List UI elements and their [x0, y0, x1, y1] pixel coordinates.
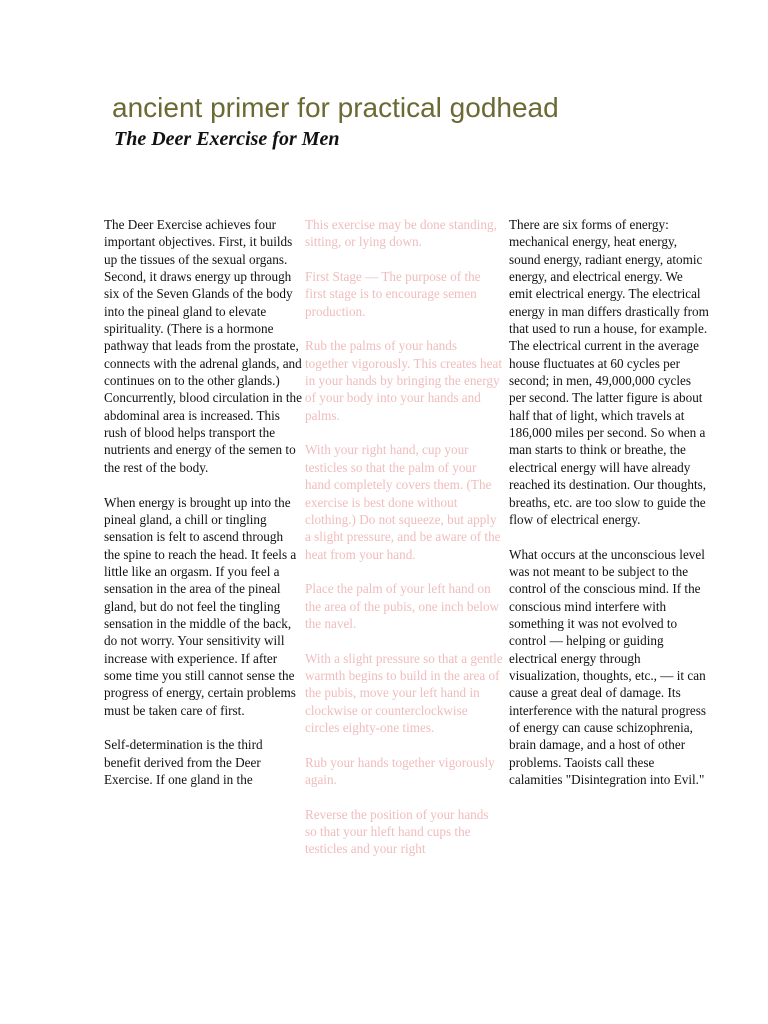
instruction-paragraph: With a slight pressure so that a gentle warmth begins to build in the area of the pubis, move your left hand in clockwise or counterclockwise circles eighty-one times.	[305, 650, 503, 735]
paragraph: Self-determination is the third benefit derived from the Deer Exercise. If one gland in the	[104, 737, 263, 787]
instruction-paragraph: First Stage — The purpose of the first stage is to encourage semen production.	[305, 269, 481, 319]
page-title: ancient primer for practical godhead	[112, 92, 559, 123]
instruction-paragraph: With your right hand, cup your testicles so that the palm of your hand completely covers them. (The exercise is best done without clothing.) Do not squeeze, but apply a slight pressure, and be aware of the heat from your hand.	[305, 442, 501, 562]
right-column	[509, 216, 709, 806]
instruction-paragraph: Rub the palms of your hands together vigorously. This creates heat in your hands by bringing the energy of your body into your hands and palms.	[305, 338, 503, 423]
instruction-paragraph: Rub your hands together vigorously again.	[305, 754, 495, 787]
instruction-paragraph: Reverse the position of your hands so that your hleft hand cups the testicles and your right	[305, 806, 489, 857]
article-subtitle: The Deer Exercise for Men	[114, 128, 340, 150]
instruction-paragraph: This exercise may be done standing, sitting, or lying down.	[305, 217, 497, 250]
paragraph: There are six forms of energy: mechanical energy, heat energy, sound energy, radiant energy, atomic energy, and electrical energy. We emit electrical energy. The electrical energy in man differs drastically from that used to run a house, for example. The electrical current in the average house fluctuates at 60 cycles per second; in men, 49,000,000 cycles per second. The latter figure is about half that of light, which travels at 186,000 miles per second. So when a man starts to think or breathe, the electrical energy will have already reached its destination. Our thoughts, breaths, etc. are too slow to guide the flow of electrical energy.	[509, 217, 709, 527]
instruction-paragraph: Place the palm of your left hand on the area of the pubis, one inch below the navel.	[305, 581, 500, 631]
middle-column-instructions	[305, 216, 503, 896]
paragraph: The Deer Exercise achieves four important objectives. First, it builds up the tissues of the sexual organs. Second, it draws energy up through six of the Seven Glands of the body into the pineal gland to elevate spirituality. (There is a hormone pathway that leads from the prostate, connects with the adrenal glands, and continues on to the other glands.) Concurrently, blood circulation in the abdominal area is increased. This rush of blood helps transport the nutrients and energy of the semen to the rest of the body.	[104, 217, 302, 475]
paragraph: When energy is brought up into the pineal gland, a chill or tingling sensation is felt to ascend through the spine to reach the head. It feels a little like an orgasm. If you feel a sensation in the area of the pineal gland, but do not feel the tingling sensation in the middle of the back, do not worry. Your sensitivity will increase with experience. If after some time you still cannot sense the progress of energy, certain problems must be taken care of first.	[104, 494, 297, 718]
paragraph: What occurs at the unconscious level was not meant to be subject to the control of the conscious mind. If the conscious mind interfere with something it was not evolved to control — helping or guiding electrical energy through visualization, thoughts, etc., — it can cause a great deal of damage. Its interference with the natural progress of energy can cause schizophrenia, brain damage, and a host of other problems. Taoists call these calamities "Disintegration into Evil."	[509, 546, 706, 787]
left-column	[104, 216, 302, 896]
